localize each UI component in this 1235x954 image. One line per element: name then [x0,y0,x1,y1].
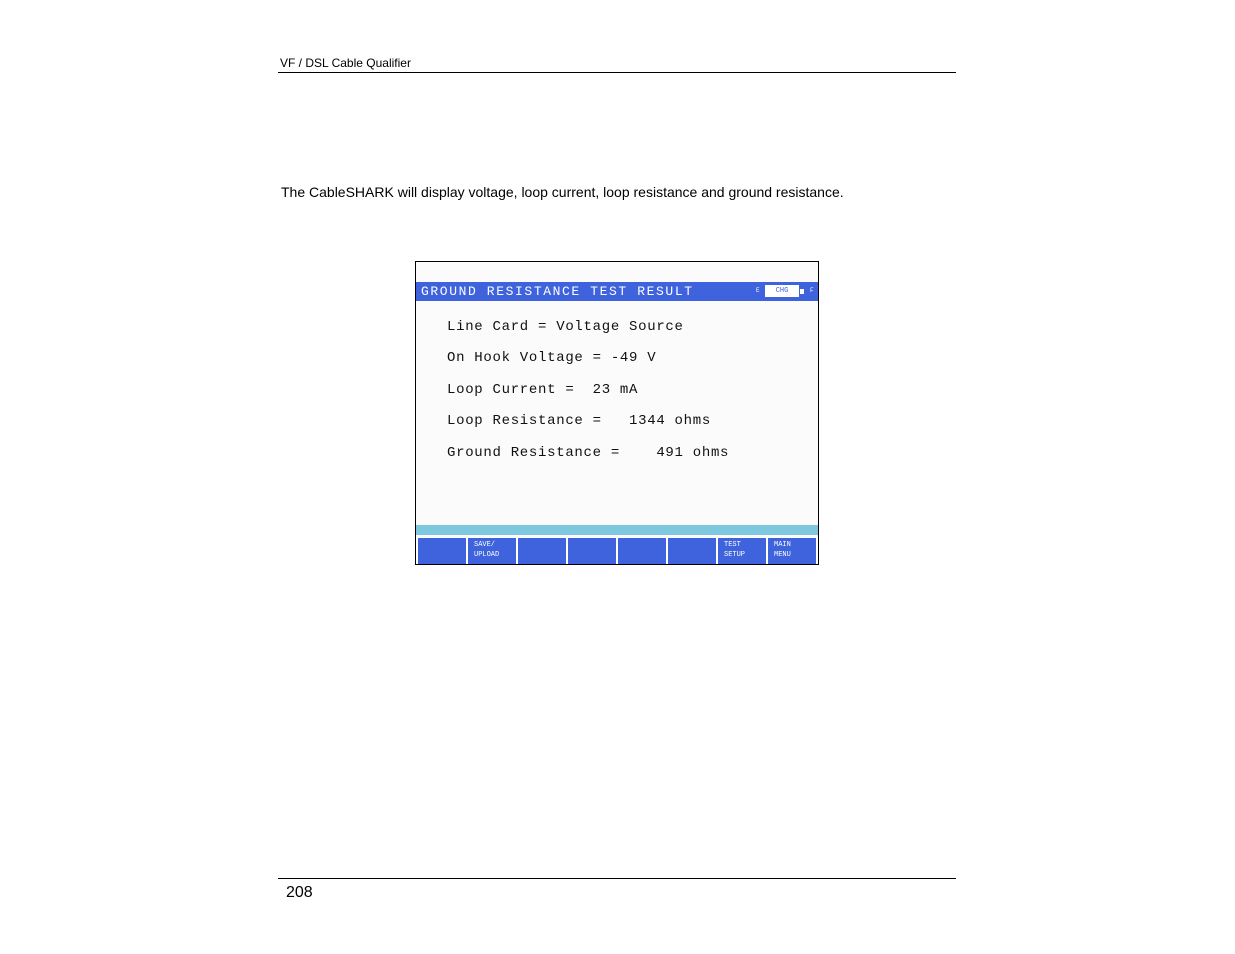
softkey-4[interactable] [568,538,616,564]
page-number: 208 [286,884,313,901]
screen-title: GROUND RESISTANCE TEST RESULT [421,284,694,299]
battery-full-label: F [810,287,814,294]
page-footer [278,878,956,901]
softkey-test-setup[interactable] [718,538,766,564]
status-strip [416,525,818,535]
softkey-save-upload-label: SAVE/ UPLOAD [474,541,500,559]
battery-tip [800,289,804,294]
softkey-6[interactable] [668,538,716,564]
battery-empty-label: E [756,287,760,294]
softkey-main-menu[interactable] [768,538,816,564]
softkey-5[interactable] [618,538,666,564]
softkey-1[interactable] [418,538,466,564]
screen-title-bar [416,282,818,301]
battery-icon [765,285,799,297]
softkey-save-upload[interactable] [468,538,516,564]
softkey-3[interactable] [518,538,566,564]
page-header [278,54,956,73]
result-line-card: Line Card = Voltage Source [447,319,684,335]
result-ground-resistance: Ground Resistance = 491 ohms [447,445,730,461]
softkey-main-menu-label: MAIN MENU [774,541,791,559]
result-on-hook-voltage: On Hook Voltage = -49 V [447,350,657,366]
result-loop-resistance: Loop Resistance = 1344 ohms [447,413,711,429]
intro-paragraph: The CableSHARK will display voltage, loop current, loop resistance and ground resistance. [281,184,844,200]
softkey-bar [416,537,818,564]
battery-status: CHG [775,287,789,295]
document-title: VF / DSL Cable Qualifier [280,56,411,70]
device-screen [415,261,819,565]
result-loop-current: Loop Current = 23 mA [447,382,639,398]
softkey-test-setup-label: TEST SETUP [724,541,746,559]
